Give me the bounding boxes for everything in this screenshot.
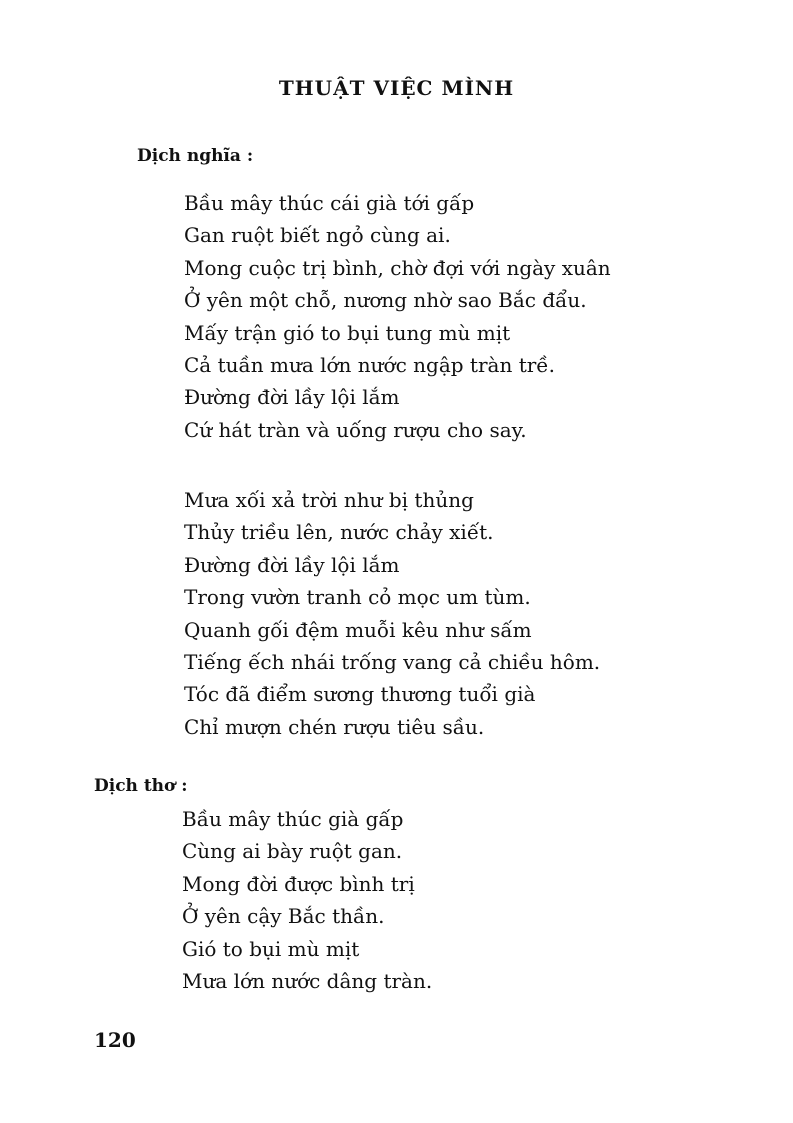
verse-line: Mong đời được bình trị bbox=[182, 871, 415, 896]
verse-line: Trong vườn tranh cỏ mọc um tùm. bbox=[184, 585, 531, 610]
verse-line: Đường đời lầy lội lắm bbox=[184, 552, 400, 577]
verse-line: Bầu mây thúc cái già tới gấp bbox=[184, 191, 475, 215]
meaning-translation-label: Dịch nghĩa : bbox=[137, 146, 254, 166]
poem-translation-stanza bbox=[182, 803, 432, 997]
verse-line: Mưa xối xả trời như bị thủng bbox=[184, 488, 474, 512]
verse-line: Thủy triều lên, nước chảy xiết. bbox=[184, 520, 494, 545]
verse-line: Ở yên cậy Bắc thần. bbox=[182, 904, 385, 929]
verse-line: Cùng ai bày ruột gan. bbox=[182, 839, 403, 864]
verse-line: Mấy trận gió to bụi tung mù mịt bbox=[184, 320, 511, 345]
verse-line: Cứ hát tràn và uống rượu cho say. bbox=[184, 417, 527, 442]
poem-translation-label: Dịch thơ : bbox=[94, 776, 188, 796]
verse-line: Gan ruột biết ngỏ cùng ai. bbox=[184, 223, 451, 248]
page-number: 120 bbox=[94, 1028, 136, 1052]
verse-line: Chỉ mượn chén rượu tiêu sầu. bbox=[184, 714, 485, 739]
verse-line: Tóc đã điểm sương thương tuổi già bbox=[184, 682, 536, 707]
verse-line: Mưa lớn nước dâng tràn. bbox=[182, 968, 433, 993]
poem-title: THUẬT VIỆC MÌNH bbox=[278, 76, 515, 100]
verse-line: Quanh gối đệm muỗi kêu như sấm bbox=[184, 617, 532, 642]
verse-line: Gió to bụi mù mịt bbox=[182, 936, 360, 961]
verse-line: Ở yên một chỗ, nương nhờ sao Bắc đẩu. bbox=[184, 288, 587, 313]
verse-line: Mong cuộc trị bình, chờ đợi với ngày xuân bbox=[184, 255, 611, 280]
verse-line: Cả tuần mưa lớn nước ngập tràn trề. bbox=[184, 352, 555, 377]
verse-line: Tiếng ếch nhái trống vang cả chiều hôm. bbox=[184, 649, 601, 674]
verse-line: Bầu mây thúc già gấp bbox=[182, 807, 404, 831]
meaning-stanza-1 bbox=[184, 187, 611, 446]
meaning-stanza-2 bbox=[184, 484, 600, 743]
verse-line: Đường đời lầy lội lắm bbox=[184, 385, 400, 410]
